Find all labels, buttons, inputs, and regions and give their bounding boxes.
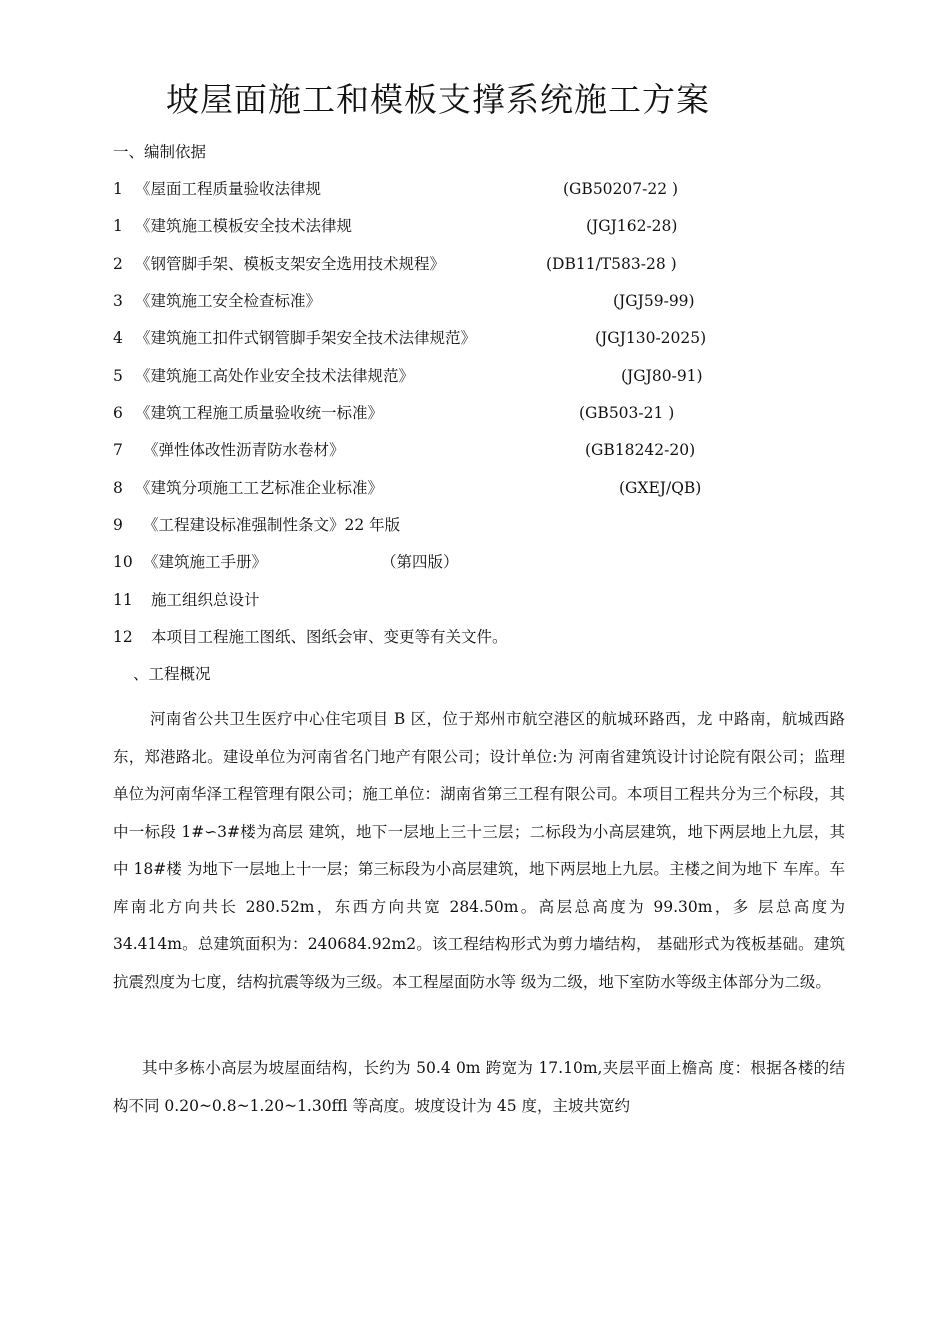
reference-number: 9 <box>113 516 123 534</box>
reference-title: 《建筑施工手册》 <box>143 553 268 571</box>
reference-title: 施工组织总设计 <box>151 591 260 609</box>
reference-code: （第四版） <box>381 553 459 571</box>
reference-code: (JGJ162-28) <box>586 217 678 235</box>
reference-number: 6 <box>113 404 123 422</box>
reference-code: (GXEJ/QB) <box>619 479 702 497</box>
reference-number: 1 <box>113 217 123 235</box>
reference-number: 1 <box>113 180 123 198</box>
reference-code: (GB18242-20) <box>585 441 696 459</box>
section-heading-overview: 、工程概况 <box>133 665 211 683</box>
reference-number: 8 <box>113 479 123 497</box>
reference-title: 《建筑施工模板安全技术法律规 <box>135 217 353 235</box>
reference-number: 11 <box>113 591 133 609</box>
reference-number: 4 <box>113 329 123 347</box>
reference-title: 《工程建设标准强制性条文》22 年版 <box>143 516 401 534</box>
reference-code: (DB11/T583-28 ) <box>546 255 677 273</box>
overview-paragraph: 河南省公共卫生医疗中心住宅项目 B 区，位于郑州市航空港区的航城环路西，龙 中路南，航城西路东，郑港路北。建设单位为河南省名门地产有限公司；设计单位:为 河南省建筑设计讨论院有限公司；监理单位为河南华泽工程管理有限公司；施工单位：湖南省第三工程有限公司。本项目工程共分为三个标段，其中一标段 1#∽3#楼为高层 建筑，地下一层地上三十三层；二标段为小高层建筑，地下两层地上九层，其中 18#楼 为地下一层地上十一层；第三标段为小高层建筑，地下两层地上九层。主楼之间为地下 车库。车库南北方向共长 280.52m，东西方向共宽 284.50m。高层总高度为 99.30m，多 层总高度为 34.414m。总建筑面积为：240684.92m2。该工程结构形式为剪力墙结构， 基础形式为筏板基础。建筑抗震烈度为七度，结构抗震等级为三级。本工程屋面防水等 级为二级，地下室防水等级主体部分为二级。 <box>113 710 845 991</box>
document-title: 坡屋面施工和模板支撑系统施工方案 <box>166 80 710 119</box>
reference-number: 2 <box>113 255 123 273</box>
section-heading-basis: 一、编制依据 <box>113 143 207 161</box>
reference-title: 本项目工程施工图纸、图纸会审、变更等有关文件。 <box>151 628 508 646</box>
reference-title: 《钢管脚手架、模板支架安全选用技术规程》 <box>135 255 446 273</box>
reference-number: 10 <box>113 553 133 571</box>
reference-code: (JGJ59-99) <box>613 292 695 310</box>
reference-code: (JGJ130-2025) <box>595 329 707 347</box>
reference-code: (GB503-21 ) <box>579 404 675 422</box>
reference-code: (GB50207-22 ) <box>563 180 679 198</box>
reference-title: 《屋面工程质量验收法律规 <box>135 180 322 198</box>
reference-title: 《建筑施工高处作业安全技术法律规范》 <box>135 367 415 385</box>
reference-title: 《建筑工程施工质量验收统一标准》 <box>135 404 384 422</box>
reference-title: 《建筑分项施工工艺标准企业标准》 <box>135 479 384 497</box>
reference-title: 《建筑施工扣件式钢管脚手架安全技术法律规范》 <box>135 329 477 347</box>
reference-number: 5 <box>113 367 123 385</box>
reference-title: 《建筑施工安全检查标准》 <box>135 292 322 310</box>
reference-code: (JGJ80-91) <box>621 367 703 385</box>
reference-number: 3 <box>113 292 123 310</box>
reference-number: 7 <box>113 441 123 459</box>
roof-paragraph: 其中多栋小高层为坡屋面结构，长约为 50.4 0m 跨宽为 17.10m,夹层平面上檐高 度：根据各楼的结构不同 0.20~0.8~1.20~1.30ffl 等高度。坡度设计为 45 度，主坡共宽约 <box>113 1059 845 1115</box>
reference-title: 《弹性体改性沥青防水卷材》 <box>143 441 345 459</box>
reference-number: 12 <box>113 628 133 646</box>
